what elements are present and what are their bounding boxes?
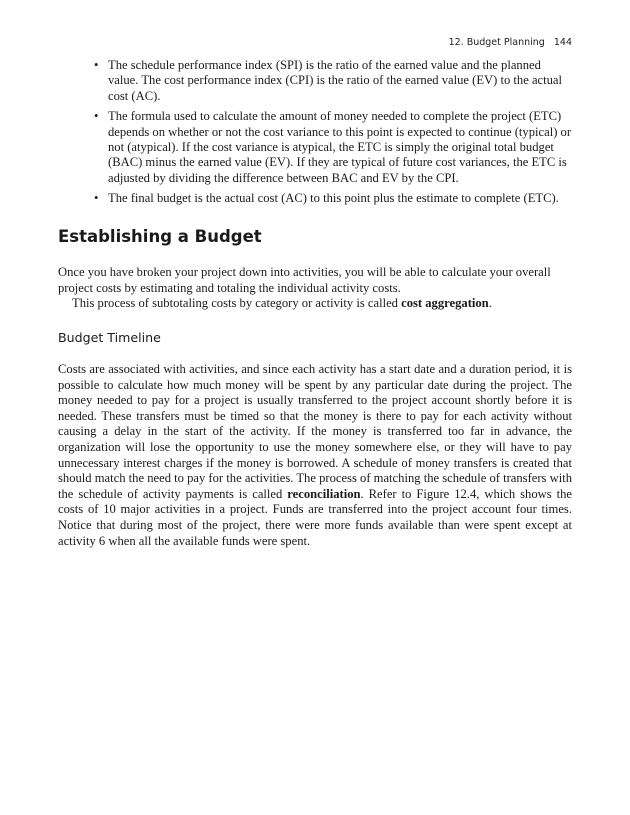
paragraph-cost-aggregation <box>58 296 572 312</box>
section-heading: Establishing a Budget <box>58 227 262 246</box>
bullet-item-spi-cpi: • The schedule performance index (SPI) is the ratio of the earned value and the planned value. The cost performance index (CPI) is the ratio of the earned value (EV) to the actual cost (AC). <box>92 58 572 104</box>
paragraph-text: . <box>488 296 492 310</box>
subsection-heading: Budget Timeline <box>58 330 161 345</box>
running-title: 12. Budget Planning <box>448 37 545 48</box>
page-number: 144 <box>553 37 572 48</box>
paragraph-intro: Once you have broken your project down into activities, you will be able to calculate your overall project costs by estimating and totaling the individual activity costs. <box>58 265 551 295</box>
paragraph-text: Costs are associated with activities, and since each activity has a start date and a duration period, it is possible to calculate how much money will be spent by any particular date during the project. The money needed to pay for a project is usually transferred to the project account shortly before it is needed. These transfers must be timed so that the money is there to pay for each activity without causing a delay in the start of the activity. If the money is transferred too far in advance, the organization will lose the opportunity to use the money somewhere else, or they will have to pay unnecessary interest charges if the money is borrowed. A schedule of money transfers is created that should match the need to pay for the activities. The process of matching the schedule of transfers with the schedule of activity payments is called <box>58 362 572 501</box>
paragraph-text: . Refer to Figure 12.4, which shows the costs of 10 major activities in a project. Funds are transferred into the project account four times. Notice that during most of the project, there were more funds available than were spent except at activity 6 when all the available funds were spent. <box>58 486 572 548</box>
paragraph-budget-timeline <box>58 362 572 549</box>
bullet-item-etc: • The formula used to calculate the amount of money needed to complete the project (ETC) depends on whether or not the cost variance to this point is expected to continue (typical) or not (atypical). If the cost variance is atypical, the ETC is simply the original total budget (BAC) minus the earned value (EV). If they are typical of future cost variances, the ETC is adjusted by dividing the difference between BAC and EV by the CPI. <box>92 109 572 186</box>
term-cost-aggregation: cost aggregation <box>401 296 489 310</box>
running-header <box>449 37 572 48</box>
bullet-item-final-budget: • The final budget is the actual cost (AC) to this point plus the estimate to complete (ETC). <box>92 191 572 206</box>
paragraph-text: This process of subtotaling costs by category or activity is called <box>72 296 402 310</box>
term-reconciliation: reconciliation <box>287 486 361 501</box>
bullet-list <box>92 58 572 212</box>
